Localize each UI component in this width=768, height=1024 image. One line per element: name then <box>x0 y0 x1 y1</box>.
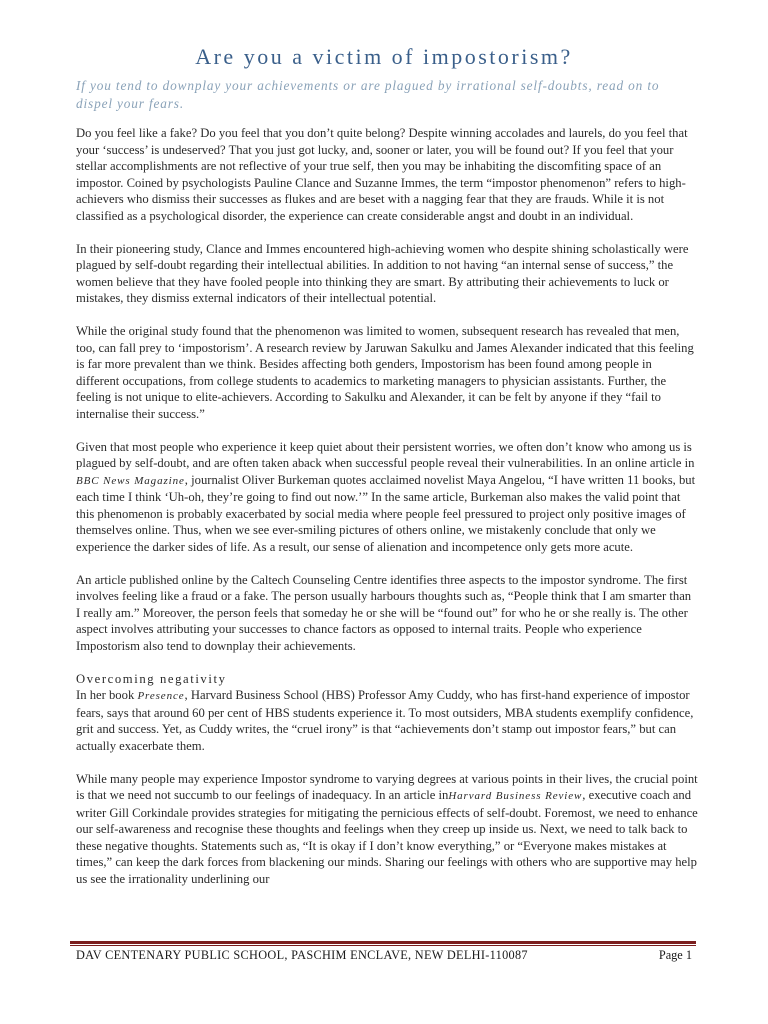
book-title-presence: Presence <box>137 690 185 702</box>
paragraph-1: Do you feel like a fake? Do you feel that you don’t quite belong? Despite winning accolades and laurels, do you feel that your ‘success’ is undeserved? That you just got lucky, and, sooner or later, you will be found out? If you feel that your stellar accomplishments are not reflective of your true self, then you may be inhabiting the discomfiting space of an impostor. Coined by psychologists Pauline Clance and Suzanne Immes, the term “impostor phenomenon” refers to high-achievers who dismiss their successes as flukes and are beset with a nagging fear that they are frauds. While it is not classified as a psychological disorder, the experience can create considerable angst and doubt in an individual. <box>76 126 688 223</box>
paragraph-4-text-b: , journalist Oliver Burkeman quotes acclaimed novelist Maya Angelou, “I have written 11 books, but each time I think ‘Uh-oh, they’re going to find out now.’” In the same article, Burkeman also makes the valid point that this phenomenon is probably exacerbated by social media where people feel pressured to project only positive images of themselves online. Thus, when we see ever-smiling pictures of others online, we mistakenly conclude that only we experience the darker sides of life. As a result, our sense of alienation and incompetence only gets more acute. <box>76 472 696 554</box>
paragraph-4 <box>76 439 698 556</box>
footer-divider-thick <box>70 941 696 944</box>
paragraph-4-text-a: Given that most people who experience it keep quiet about their persistent worries, we often don’t know who among us is plagued by self-doubt, and are often taken aback when successful people reveal their vulnerabilities. In an online article in <box>76 439 695 470</box>
footer-page-number: Page 1 <box>658 948 692 962</box>
paragraph-3: While the original study found that the phenomenon was limited to women, subsequent research has revealed that men, too, can fall prey to ‘impostorism’. A research review by Jaruwan Sakulku and James Alexander indicated that this feeling is far more prevalent than we think. Besides affecting both genders, Impostorism has been found among people in different occupations, from college students to academics to marketing managers to physician assistants. Further, the feeling is not unique to elite-achievers. According to Sakulku and Alexander, it can be felt by anyone if they “fail to internalise their success.” <box>76 324 694 421</box>
paragraph-7 <box>76 771 698 888</box>
footer-divider-thin <box>70 945 696 946</box>
paragraph-7-text-b: , executive coach and writer Gill Corkindale provides strategies for mitigating the pernicious effects of self-doubt. Foremost, we need to enhance our self-awareness and recognise these thoughts and feelings when they creep up inside us. Next, we need to talk back to these negative thoughts. Statements such as, “It is okay if I don’t know everything,” or “Everyone makes mistakes at times,” can keep the dark forces from blackening our minds. Sharing our feelings with others who are supportive may help us see the irrationality underlining our <box>76 788 698 886</box>
paragraph-6-text-a: In her book <box>76 688 138 702</box>
article-subtitle: If you tend to downplay your achievements or are plagued by irrational self-doubts, read on to dispel your fears. <box>76 78 660 111</box>
magazine-title-bbc: BBC News Magazine <box>76 474 185 487</box>
section-heading: Overcoming negativity <box>76 671 227 686</box>
paragraph-2: In their pioneering study, Clance and Immes encountered high-achieving women who despite shining scholastically were plagued by self-doubt regarding their intellectual abilities. In addition to not having “an internal sense of success,” the women believe that they have fooled people into thinking they are smart. By attributing their achievements to luck or mistakes, they dismiss external indicators of their intellectual potential. <box>76 241 689 305</box>
paragraph-6 <box>76 687 698 754</box>
article-title: Are you a victim of impostorism? <box>195 44 573 69</box>
paragraph-5: An article published online by the Caltech Counseling Centre identifies three aspects to the impostor syndrome. The first involves feeling like a fraud or a fake. The person usually harbours thoughts such as, “People think that I am smarter than I really am.” Moreover, the person feels that someday he or she will be “found out” for who he or she really is. The other aspect involves attributing your successes to chance factors as opposed to internal traits. People who experience Impostorism also tend to downplay their achievements. <box>76 572 692 653</box>
footer-school-name: DAV CENTENARY PUBLIC SCHOOL, PASCHIM ENCLAVE, NEW DELHI-110087 <box>76 948 528 962</box>
paragraph-7-text-a: While many people may experience Impostor syndrome to varying degrees at various points in their lives, the crucial point is that we need not succumb to our feelings of inadequacy. In an article in <box>76 771 698 802</box>
article-body <box>76 125 698 904</box>
paragraph-6-text-b: , Harvard Business School (HBS) Professor Amy Cuddy, who has first-hand experience of impostor fears, says that around 60 per cent of HBS students experience it. To most outsiders, MBA students exemplify confidence, grit and success. Yet, as Cuddy writes, the “cruel irony” is that “achievements don’t stamp out impostor fears,” but can actually exacerbate them. <box>76 688 694 753</box>
magazine-title-hbr: Harvard Business Review <box>448 790 583 802</box>
